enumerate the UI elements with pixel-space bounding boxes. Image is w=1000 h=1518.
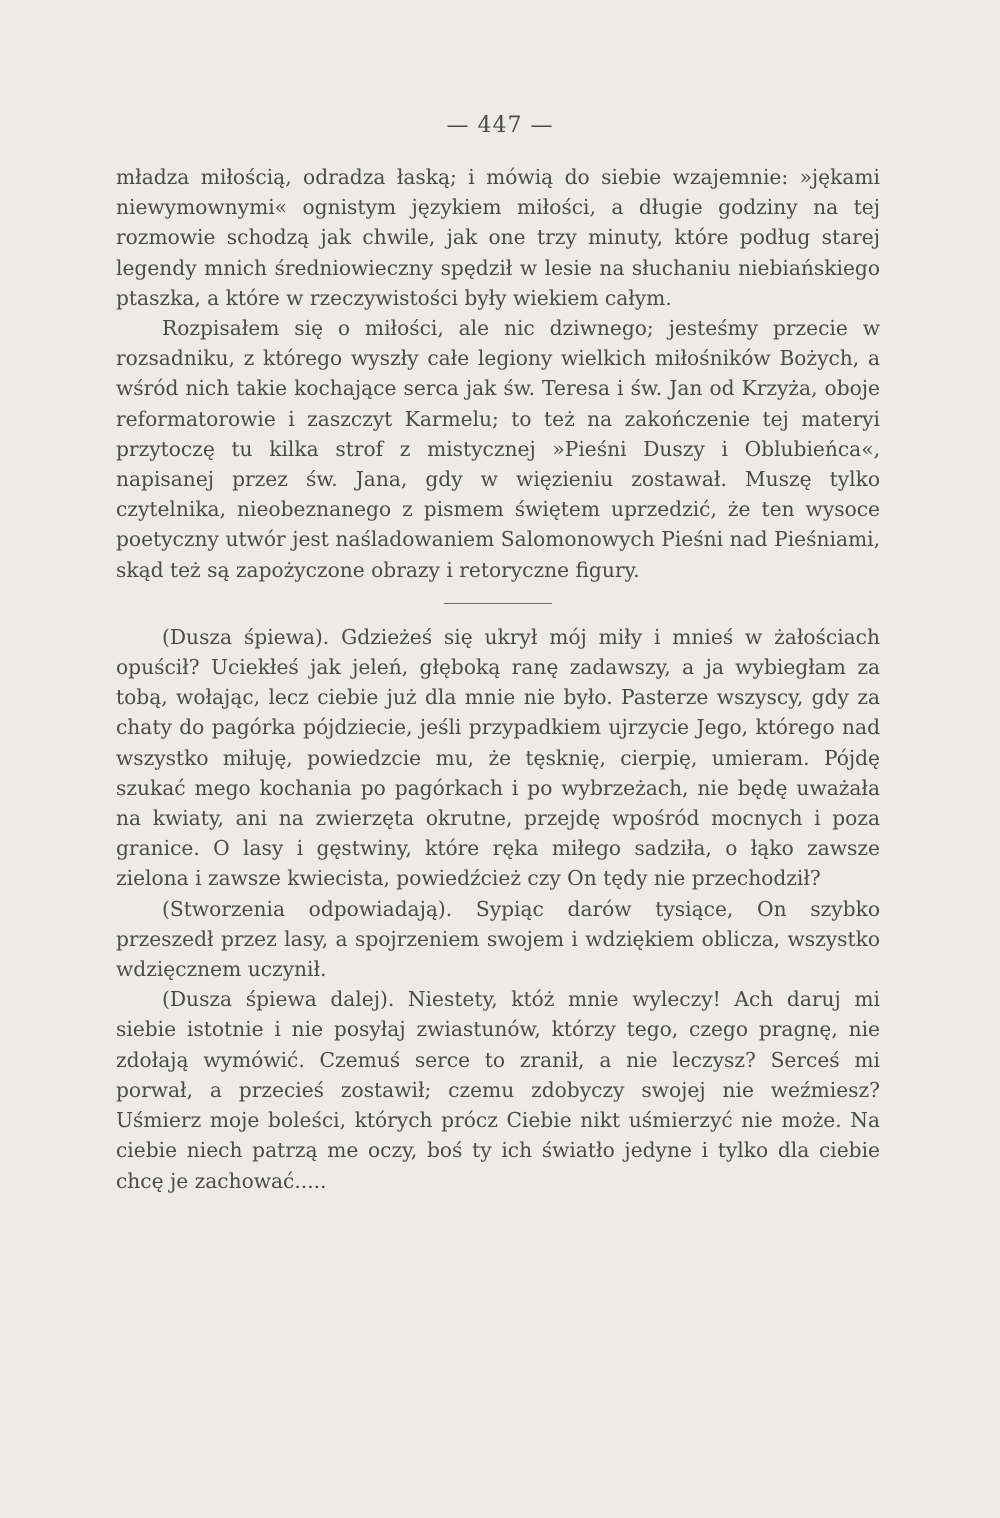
paragraph-love-digression: Rozpisałem się o miłości, ale nic dziwnego; jesteśmy przecie w rozsadniku, z którego wyszły całe legiony wielkich miłośników Bożych, a wśród nich takie kochające serca jak św. Teresa i św. Jan od Krzyża, oboje reformatorowie i zaszczyt Karmelu; to też na zakończenie tej materyi przytoczę tu kilka strof z mistycznej »Pieśni Duszy i Oblubieńca«, napisanej przez św. Jana, gdy w więzieniu zostawał. Muszę tylko czytelnika, nieobeznanego z pismem świętem uprzedzić, że ten wysoce poetyczny utwór jest naśladowaniem Salomonowych Pieśni nad Pieśniami, skąd też są zapożyczone obrazy i retoryczne figury. <box>116 316 880 582</box>
section-divider <box>444 603 552 604</box>
paragraph-soul-sings: (Dusza śpiewa). Gdzieżeś się ukrył mój miły i mnieś w żałościach opuścił? Uciekłeś jak jeleń, głęboką ranę zadawszy, a ja wybiegłam za tobą, wołając, lecz ciebie już dla mnie nie było. Pasterze wszyscy, gdy za chaty do pagórka pójdziecie, jeśli przypadkiem ujrzycie Jego, którego nad wszystko miłuję, powiedzcie mu, że tęsknię, cierpię, umieram. Pójdę szukać mego kochania po pagórkach i po wybrzeżach, nie będę uważała na kwiaty, ani na zwierzęta okrutne, przejdę wpośród mocnych i poza granice. O lasy i gęstwiny, które ręka miłego sadziła, o łąko zawsze zielona i zawsze kwiecista, powiedźcież czy On tędy nie przechodził? <box>116 624 880 891</box>
paragraph-soul-continues: (Dusza śpiewa dalej). Niestety, któż mnie wyleczy! Ach daruj mi siebie istotnie i nie posyłaj zwiastunów, którzy tego, czego pragnę, nie zdołają wymówić. Czemuś serce to zranił, a nie leczysz? Serceś mi porwał, a przecieś zostawił; czemu zdobyczy swojej nie weźmiesz? Uśmierz moje boleści, których prócz Ciebie nikt uśmierzyć nie może. Na ciebie niech patrzą me oczy, boś ty ich światło jedyne i tylko dla ciebie chcę je zachować..... <box>116 987 880 1193</box>
paragraph-creatures-answer: (Stworzenia odpowiadają). Sypiąc darów tysiące, On szybko przeszedł przez lasy, a spojrzeniem swojem i wdziękiem oblicza, wszystko wdzięcznem uczynił. <box>116 896 880 982</box>
page-body <box>116 162 880 1196</box>
paragraph-continuation: mładza miłością, odradza łaską; i mówią do siebie wzajemnie: »jękami niewymownymi« ognistym językiem miłości, a długie godziny na tej rozmowie schodzą jak chwile, jak one trzy minuty, które podług starej legendy mnich średniowieczny spędził w lesie na słuchaniu niebiańskiego ptaszka, a które w rzeczywistości były wiekiem całym. <box>116 165 880 310</box>
page-number: — 447 — <box>446 113 554 138</box>
